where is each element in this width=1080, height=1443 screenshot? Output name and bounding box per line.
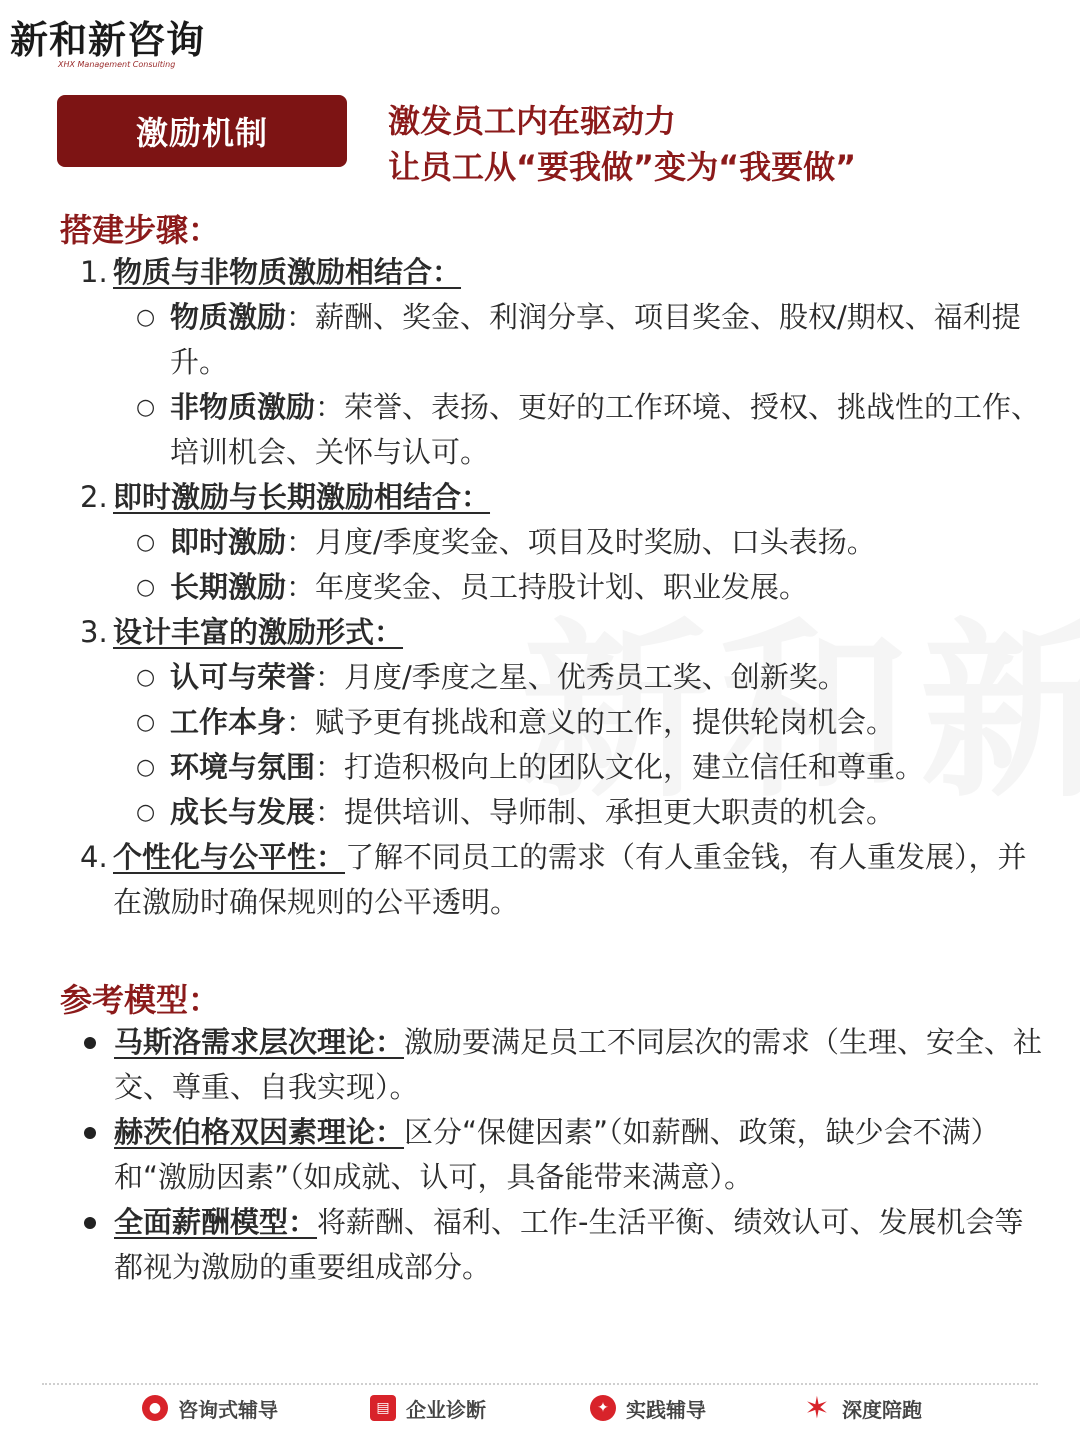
- page-title: 激励机制: [135, 114, 268, 152]
- slogan-line-2: 让员工从“要我做”变为“我要做”: [388, 148, 857, 186]
- step-number: 2.: [80, 480, 108, 514]
- footer-item-practice: [590, 1392, 706, 1424]
- list-item: [80, 1200, 1045, 1290]
- step-1-heading: [80, 250, 1050, 295]
- list-item: [80, 655, 1050, 700]
- item-label: 认可与荣誉: [170, 660, 316, 694]
- logo-name: 新和新咨询: [10, 17, 206, 62]
- step-2-heading: [80, 475, 1050, 520]
- slogan: [388, 98, 856, 190]
- slogan-line-1: 激发员工内在驱动力: [388, 102, 677, 140]
- step-number: 4.: [80, 840, 108, 874]
- item-text: ：提供培训、导师制、承担更大职责的机会。: [315, 795, 896, 829]
- footer-item-diagnosis: [370, 1392, 486, 1424]
- list-item: [80, 565, 1050, 610]
- list-item: [80, 295, 1050, 385]
- model-text: 区分“保健因素”（如薪酬、政策，缺少会不满）和“激励因素”（如成就、认可，具备能带来满意）。: [114, 1115, 1000, 1194]
- step-title: 即时激励与长期激励相结合：: [113, 480, 491, 514]
- circle-bullet-icon: ○: [136, 665, 156, 690]
- step-title: 设计丰富的激励形式：: [113, 615, 404, 649]
- logo: [10, 18, 205, 69]
- list-item: [80, 520, 1050, 565]
- footer-label: 企业诊断: [406, 1397, 486, 1422]
- item-label: 成长与发展: [170, 795, 316, 829]
- step-title: 物质与非物质激励相结合：: [113, 255, 462, 289]
- item-label: 即时激励: [170, 525, 287, 559]
- step-title: 个性化与公平性：: [113, 840, 346, 874]
- circle-bullet-icon: ○: [136, 530, 156, 555]
- circle-bullet-icon: ○: [136, 710, 156, 735]
- item-label: 长期激励: [170, 570, 287, 604]
- item-label: 非物质激励: [170, 390, 316, 424]
- footer-label: 咨询式辅导: [178, 1397, 278, 1422]
- list-item: [80, 790, 1050, 835]
- list-item: [80, 700, 1050, 745]
- list-item: [80, 385, 1050, 475]
- item-text: ：荣誉、表扬、更好的工作环境、授权、挑战性的工作、培训机会、关怀与认可。: [170, 390, 1041, 469]
- bullet-dot-icon: [84, 1127, 96, 1139]
- step-3-heading: [80, 610, 1050, 655]
- item-label: 环境与氛围: [170, 750, 316, 784]
- item-text: ：打造积极向上的团队文化，建立信任和尊重。: [315, 750, 925, 784]
- steps-list: [80, 250, 1050, 925]
- page-title-box: [57, 95, 347, 167]
- models-section-title: 参考模型：: [60, 981, 221, 1019]
- step-number: 1.: [80, 255, 108, 289]
- item-text: ：月度/季度奖金、项目及时奖励、口头表扬。: [286, 525, 876, 559]
- list-item: [80, 745, 1050, 790]
- model-title: 赫茨伯格双因素理论：: [114, 1115, 405, 1149]
- models-list: [80, 1020, 1045, 1290]
- item-text: ：薪酬、奖金、利润分享、项目奖金、股权/期权、福利提升。: [170, 300, 1021, 379]
- circle-bullet-icon: ○: [136, 395, 156, 420]
- item-label: 物质激励: [170, 300, 287, 334]
- list-item: [80, 1110, 1045, 1200]
- model-text: 将薪酬、福利、工作-生活平衡、绩效认可、发展机会等都视为激励的重要组成部分。: [114, 1205, 1024, 1284]
- step-4-heading: [80, 835, 1050, 925]
- model-text: 激励要满足员工不同层次的需求（生理、安全、社交、尊重、自我实现）。: [114, 1025, 1043, 1104]
- footer-label: 实践辅导: [626, 1397, 706, 1422]
- chat-icon: ●: [142, 1395, 168, 1421]
- item-text: ：月度/季度之星、优秀员工奖、创新奖。: [315, 660, 847, 694]
- footer: [0, 1392, 1080, 1428]
- step-number: 3.: [80, 615, 108, 649]
- footer-item-consulting: [142, 1392, 278, 1424]
- circle-bullet-icon: ○: [136, 575, 156, 600]
- steps-section-title: 搭建步骤：: [60, 211, 221, 249]
- document-icon: ▤: [370, 1395, 396, 1421]
- runner-icon: ✶: [804, 1390, 830, 1426]
- item-label: 工作本身: [170, 705, 287, 739]
- circle-bullet-icon: ○: [136, 305, 156, 330]
- bullet-dot-icon: [84, 1037, 96, 1049]
- bullet-dot-icon: [84, 1217, 96, 1229]
- model-title: 马斯洛需求层次理论：: [114, 1025, 405, 1059]
- circle-bullet-icon: ○: [136, 755, 156, 780]
- step-4-body: [113, 835, 1050, 925]
- item-text: ：年度奖金、员工持股计划、职业发展。: [286, 570, 809, 604]
- item-text: ：赋予更有挑战和意义的工作，提供轮岗机会。: [286, 705, 896, 739]
- footer-item-accompany: [802, 1392, 922, 1424]
- logo-tagline: XHX Management Consulting: [58, 60, 176, 69]
- footer-divider: [42, 1383, 1038, 1385]
- list-item: [80, 1020, 1045, 1110]
- footer-label: 深度陪跑: [842, 1397, 922, 1422]
- badge-icon: ✦: [590, 1395, 616, 1421]
- step-text: 了解不同员工的需求（有人重金钱，有人重发展），并在激励时确保规则的公平透明。: [113, 840, 1027, 919]
- model-title: 全面薪酬模型：: [114, 1205, 318, 1239]
- circle-bullet-icon: ○: [136, 800, 156, 825]
